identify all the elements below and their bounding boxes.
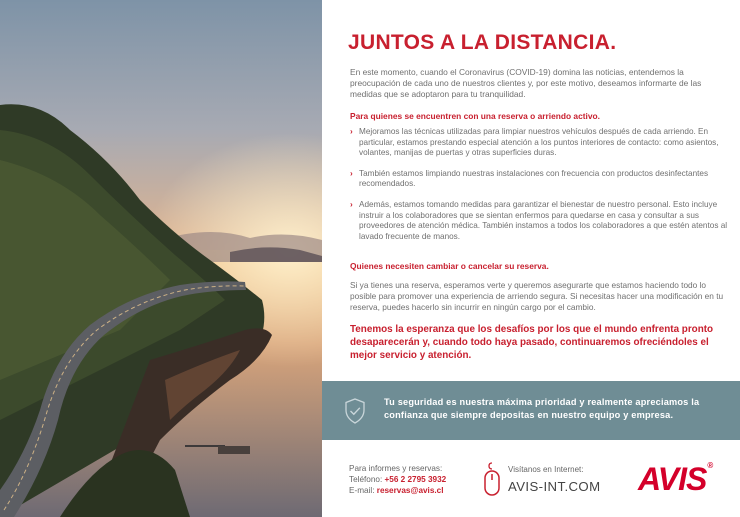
list-item: › Mejoramos las técnicas utilizadas para limpiar nuestros vehículos después de cada arriendo. En particular, estamos prestando especial atención a los puntos interiores de contacto: como asientos, volantes, manijas de puertas y otras superficies duras. [350,127,719,158]
website-link[interactable]: AVIS-INT.COM [508,479,601,494]
chevron-right-icon: › [350,199,353,209]
contact-label: Para informes y reservas: [349,464,443,473]
list-item: › Además, estamos tomando medidas para garantizar el bienestar de nuestro personal. Esto incluye instruir a los colaboradores que se sientan enfermos para quedarse en casa y consultar a sus proveedores de atención médica. También instamos a todos los colaboradores a que estén atentos al lavado frecuente de manos. [350,199,728,241]
page-title: JUNTOS A LA DISTANCIA. [348,31,617,54]
section-change-heading: Quienes necesiten cambiar o cancelar su reserva. [350,261,549,271]
website-label: Visítanos en Internet: [508,465,584,474]
website-block[interactable] [483,462,633,498]
email-label: E-mail: [349,486,375,495]
safety-message: Tu seguridad es nuestra máxima prioridad y realmente apreciamos la confianza que siempre depositas en nuestro equipo y empresa. [384,397,700,420]
measures-list [350,127,732,242]
safety-band [322,381,740,440]
contact-info [349,463,446,496]
hope-statement: Tenemos la esperanza que los desafíos por los que el mundo enfrenta pronto desaparecerán y, cuando todo haya pasado, continuaremos ofreciéndoles el mejor servicio y atención. [350,324,714,362]
intro-paragraph: En este momento, cuando el Coronavirus (COVID-19) domina las noticias, entendemos la preocupación de cada uno de nuestros clientes y, por este motivo, deseamos informarte de las medidas que se adoptaron para tu tranquilidad. [350,67,702,99]
chevron-right-icon: › [350,168,353,178]
content-panel [322,0,740,517]
shield-check-icon [344,398,366,424]
list-item: › También estamos limpiando nuestras instalaciones con frecuencia con productos desinfectantes recomendados. [350,168,709,189]
email-link[interactable]: reservas@avis.cl [376,486,444,495]
phone-line [349,474,446,485]
phone-label: Teléfono: [349,475,383,484]
phone-number[interactable]: +56 2 2795 3932 [384,475,447,484]
avis-logo: AVIS® [638,461,713,497]
mouse-icon [483,462,501,498]
coastal-road-photo [0,0,322,517]
chevron-right-icon: › [350,127,353,136]
section-active-heading: Para quienes se encuentren con una reserva o arriendo activo. [350,111,600,121]
email-line [349,485,446,496]
change-paragraph: Si ya tienes una reserva, esperamos verte y queremos asegurarte que estamos haciendo todo lo posible para promover una experiencia de arriendo segura. Si necesitas hacer una modificación en tu reserva, puedes hacerlo sin incurrir en ningún cargo por el cambio. [350,280,724,312]
